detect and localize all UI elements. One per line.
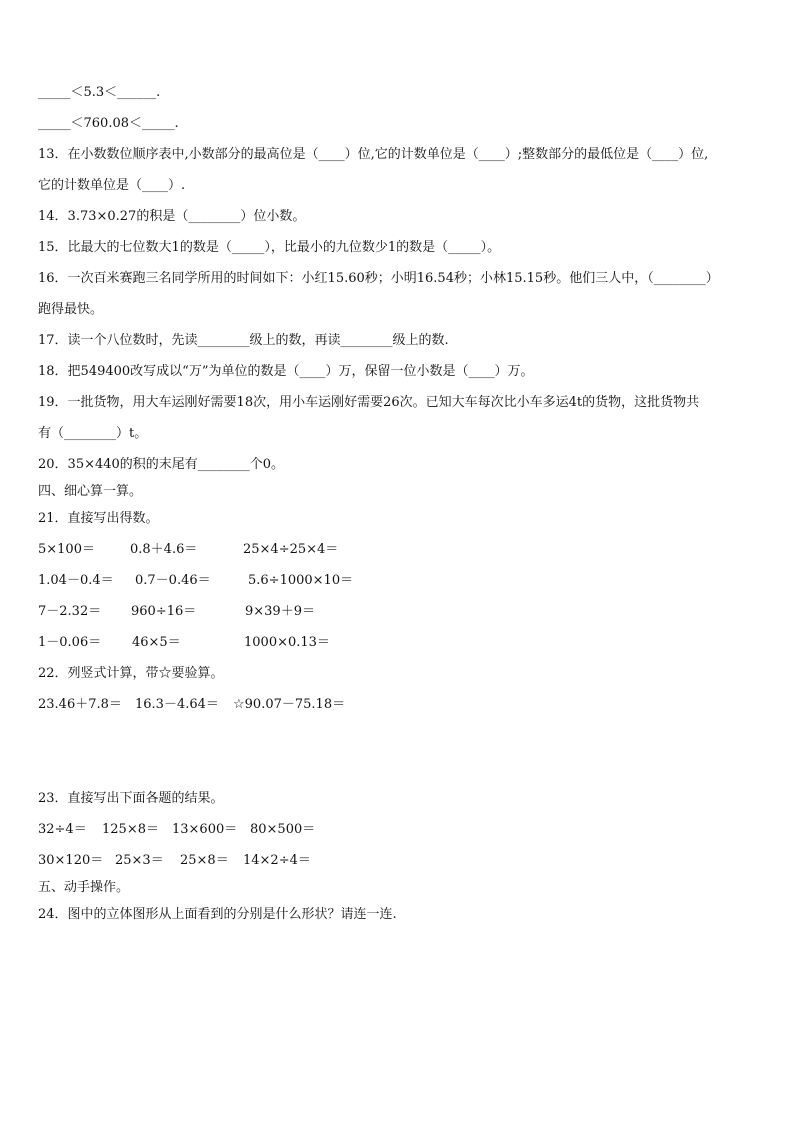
question-22-heading: 22．列竖式计算，带☆要验算。 — [38, 666, 224, 681]
calc-item: 9×39＋9＝ — [245, 604, 315, 619]
inequality-blank-2: _____＜760.08＜_____. — [38, 116, 179, 131]
question-19-line-1: 19．一批货物，用大车运刚好需要18次，用小车运刚好需要26次。已知大车每次比小车多运4t的货物，这批货物共 — [38, 395, 700, 410]
calc-item: 14×2÷4＝ — [243, 853, 311, 868]
calc-item: 16.3－4.64＝ — [135, 697, 219, 712]
calc-item: 1000×0.13＝ — [244, 635, 330, 650]
calc-item: 46×5＝ — [132, 635, 181, 650]
calc-item: 960÷16＝ — [131, 604, 197, 619]
question-14: 14．3.73×0.27的积是（________）位小数。 — [38, 209, 306, 224]
question-24: 24．图中的立体图形从上面看到的分别是什么形状？请连一连. — [38, 907, 397, 922]
question-21-heading: 21．直接写出得数。 — [38, 511, 159, 526]
question-16-line-2: 跑得最快。 — [38, 302, 104, 317]
calc-item: 125×8＝ — [102, 822, 159, 837]
question-18: 18．把549400改写成以“万”为单位的数是（____）万，保留一位小数是（____）万。 — [38, 364, 534, 379]
question-13-line-2: 它的计数单位是（____）. — [38, 178, 186, 193]
calc-item: 0.8＋4.6＝ — [130, 542, 198, 557]
question-19-line-2: 有（________）t。 — [38, 426, 148, 441]
calc-item: 32÷4＝ — [38, 822, 87, 837]
question-23-heading: 23．直接写出下面各题的结果。 — [38, 791, 224, 806]
calc-item: 5.6÷1000×10＝ — [248, 573, 354, 588]
question-17: 17．读一个八位数时，先读________级上的数，再读________级上的数. — [38, 333, 449, 348]
calc-item: 1－0.06＝ — [38, 635, 102, 650]
calc-item: 0.7－0.46＝ — [135, 573, 211, 588]
calc-item: 25×3＝ — [115, 853, 164, 868]
calc-item: ☆90.07－75.18＝ — [233, 697, 346, 712]
section-5-heading: 五、动手操作。 — [38, 880, 130, 895]
inequality-blank-1: _____＜5.3＜______. — [38, 85, 161, 100]
calc-item: 5×100＝ — [38, 542, 95, 557]
section-4-heading: 四、细心算一算。 — [38, 484, 143, 499]
question-16-line-1: 16．一次百米赛跑三名同学所用的时间如下：小红15.60秒；小明16.54秒；小林15.15秒。他们三人中，（________） — [38, 271, 719, 286]
calc-item: 7－2.32＝ — [38, 604, 102, 619]
question-20: 20．35×440的积的末尾有________个0。 — [38, 457, 285, 472]
calc-item: 23.46＋7.8＝ — [38, 697, 122, 712]
question-13-line-1: 13．在小数数位顺序表中,小数部分的最高位是（____）位,它的计数单位是（____）;整数部分的最低位是（____）位, — [38, 147, 709, 162]
calc-item: 80×500＝ — [250, 822, 316, 837]
calc-item: 1.04－0.4＝ — [38, 573, 114, 588]
calc-item: 13×600＝ — [172, 822, 238, 837]
calc-item: 25×4÷25×4＝ — [243, 542, 339, 557]
calc-item: 25×8＝ — [180, 853, 229, 868]
question-15: 15．比最大的七位数大1的数是（_____），比最小的九位数少1的数是（_____）。 — [38, 240, 501, 255]
calc-item: 30×120＝ — [38, 853, 104, 868]
